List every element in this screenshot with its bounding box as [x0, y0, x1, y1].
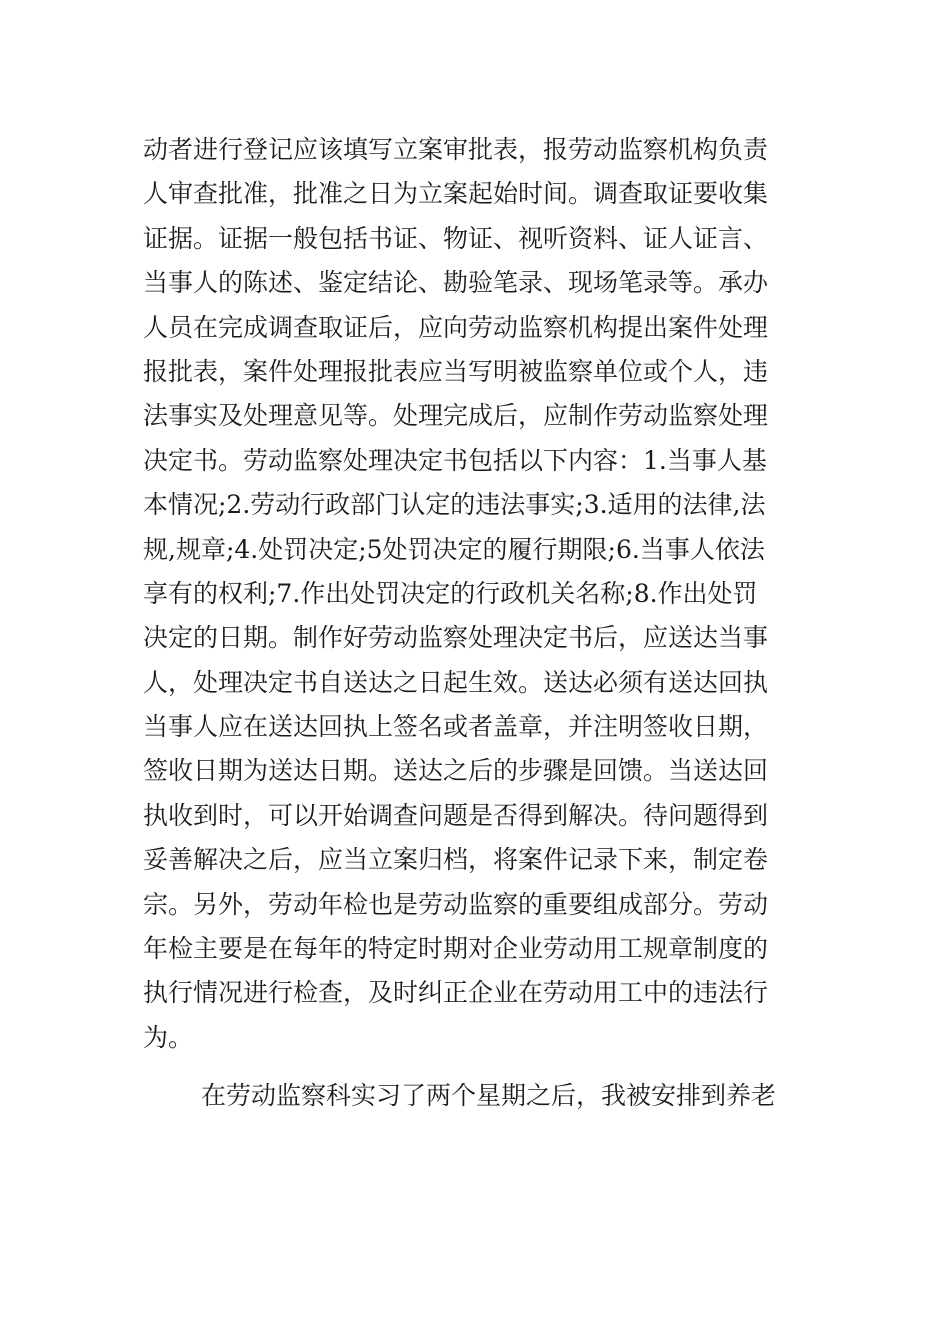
paragraph-gap: [143, 1060, 813, 1074]
text-line: 人员在完成调查取证后，应向劳动监察机构提出案件处理: [143, 312, 769, 342]
text-line: 人，处理决定书自送达之日起生效。送达必须有送达回执: [143, 667, 769, 697]
text-line: 本情况;2.劳动行政部门认定的违法事实;3.适用的法律,法: [143, 490, 766, 520]
text-line: 当事人的陈述、鉴定结论、勘验笔录、现场笔录等。承办: [143, 268, 769, 298]
text-line: 为。: [143, 1022, 194, 1052]
text-line: 法事实及处理意见等。处理完成后，应制作劳动监察处理: [143, 401, 769, 431]
text-line: 在劳动监察科实习了两个星期之后，我被安排到养老: [201, 1081, 777, 1111]
text-line: 当事人应在送达回执上签名或者盖章，并注明签收日期，: [143, 712, 769, 742]
text-line: 签收日期为送达日期。送达之后的步骤是回馈。当送达回: [143, 756, 769, 786]
text-line: 年检主要是在每年的特定时期对企业劳动用工规章制度的: [143, 934, 769, 964]
paragraph-1: [143, 128, 813, 1060]
document-body: [143, 128, 813, 1119]
text-line: 执行情况进行检查，及时纠正企业在劳动用工中的违法行: [143, 978, 769, 1008]
text-line: 人审查批准，批准之日为立案起始时间。调查取证要收集: [143, 179, 769, 209]
text-line: 证据。证据一般包括书证、物证、视听资料、证人证言、: [143, 223, 769, 253]
text-line: 规,规章;4.处罚决定;5处罚决定的履行期限;6.当事人依法: [143, 534, 765, 564]
text-line: 决定书。劳动监察处理决定书包括以下内容：1.当事人基: [143, 445, 767, 475]
text-line: 享有的权利;7.作出处罚决定的行政机关名称;8.作出处罚: [143, 578, 758, 608]
text-line: 执收到时，可以开始调查问题是否得到解决。待问题得到: [143, 800, 769, 830]
text-line: 报批表，案件处理报批表应当写明被监察单位或个人，违: [143, 356, 769, 386]
text-line: 决定的日期。制作好劳动监察处理决定书后，应送达当事: [143, 623, 769, 653]
text-line: 妥善解决之后，应当立案归档，将案件记录下来，制定卷: [143, 845, 769, 875]
text-line: 宗。另外，劳动年检也是劳动监察的重要组成部分。劳动: [143, 889, 769, 919]
paragraph-2: [143, 1074, 813, 1118]
text-line: 动者进行登记应该填写立案审批表，报劳动监察机构负责: [143, 135, 769, 164]
